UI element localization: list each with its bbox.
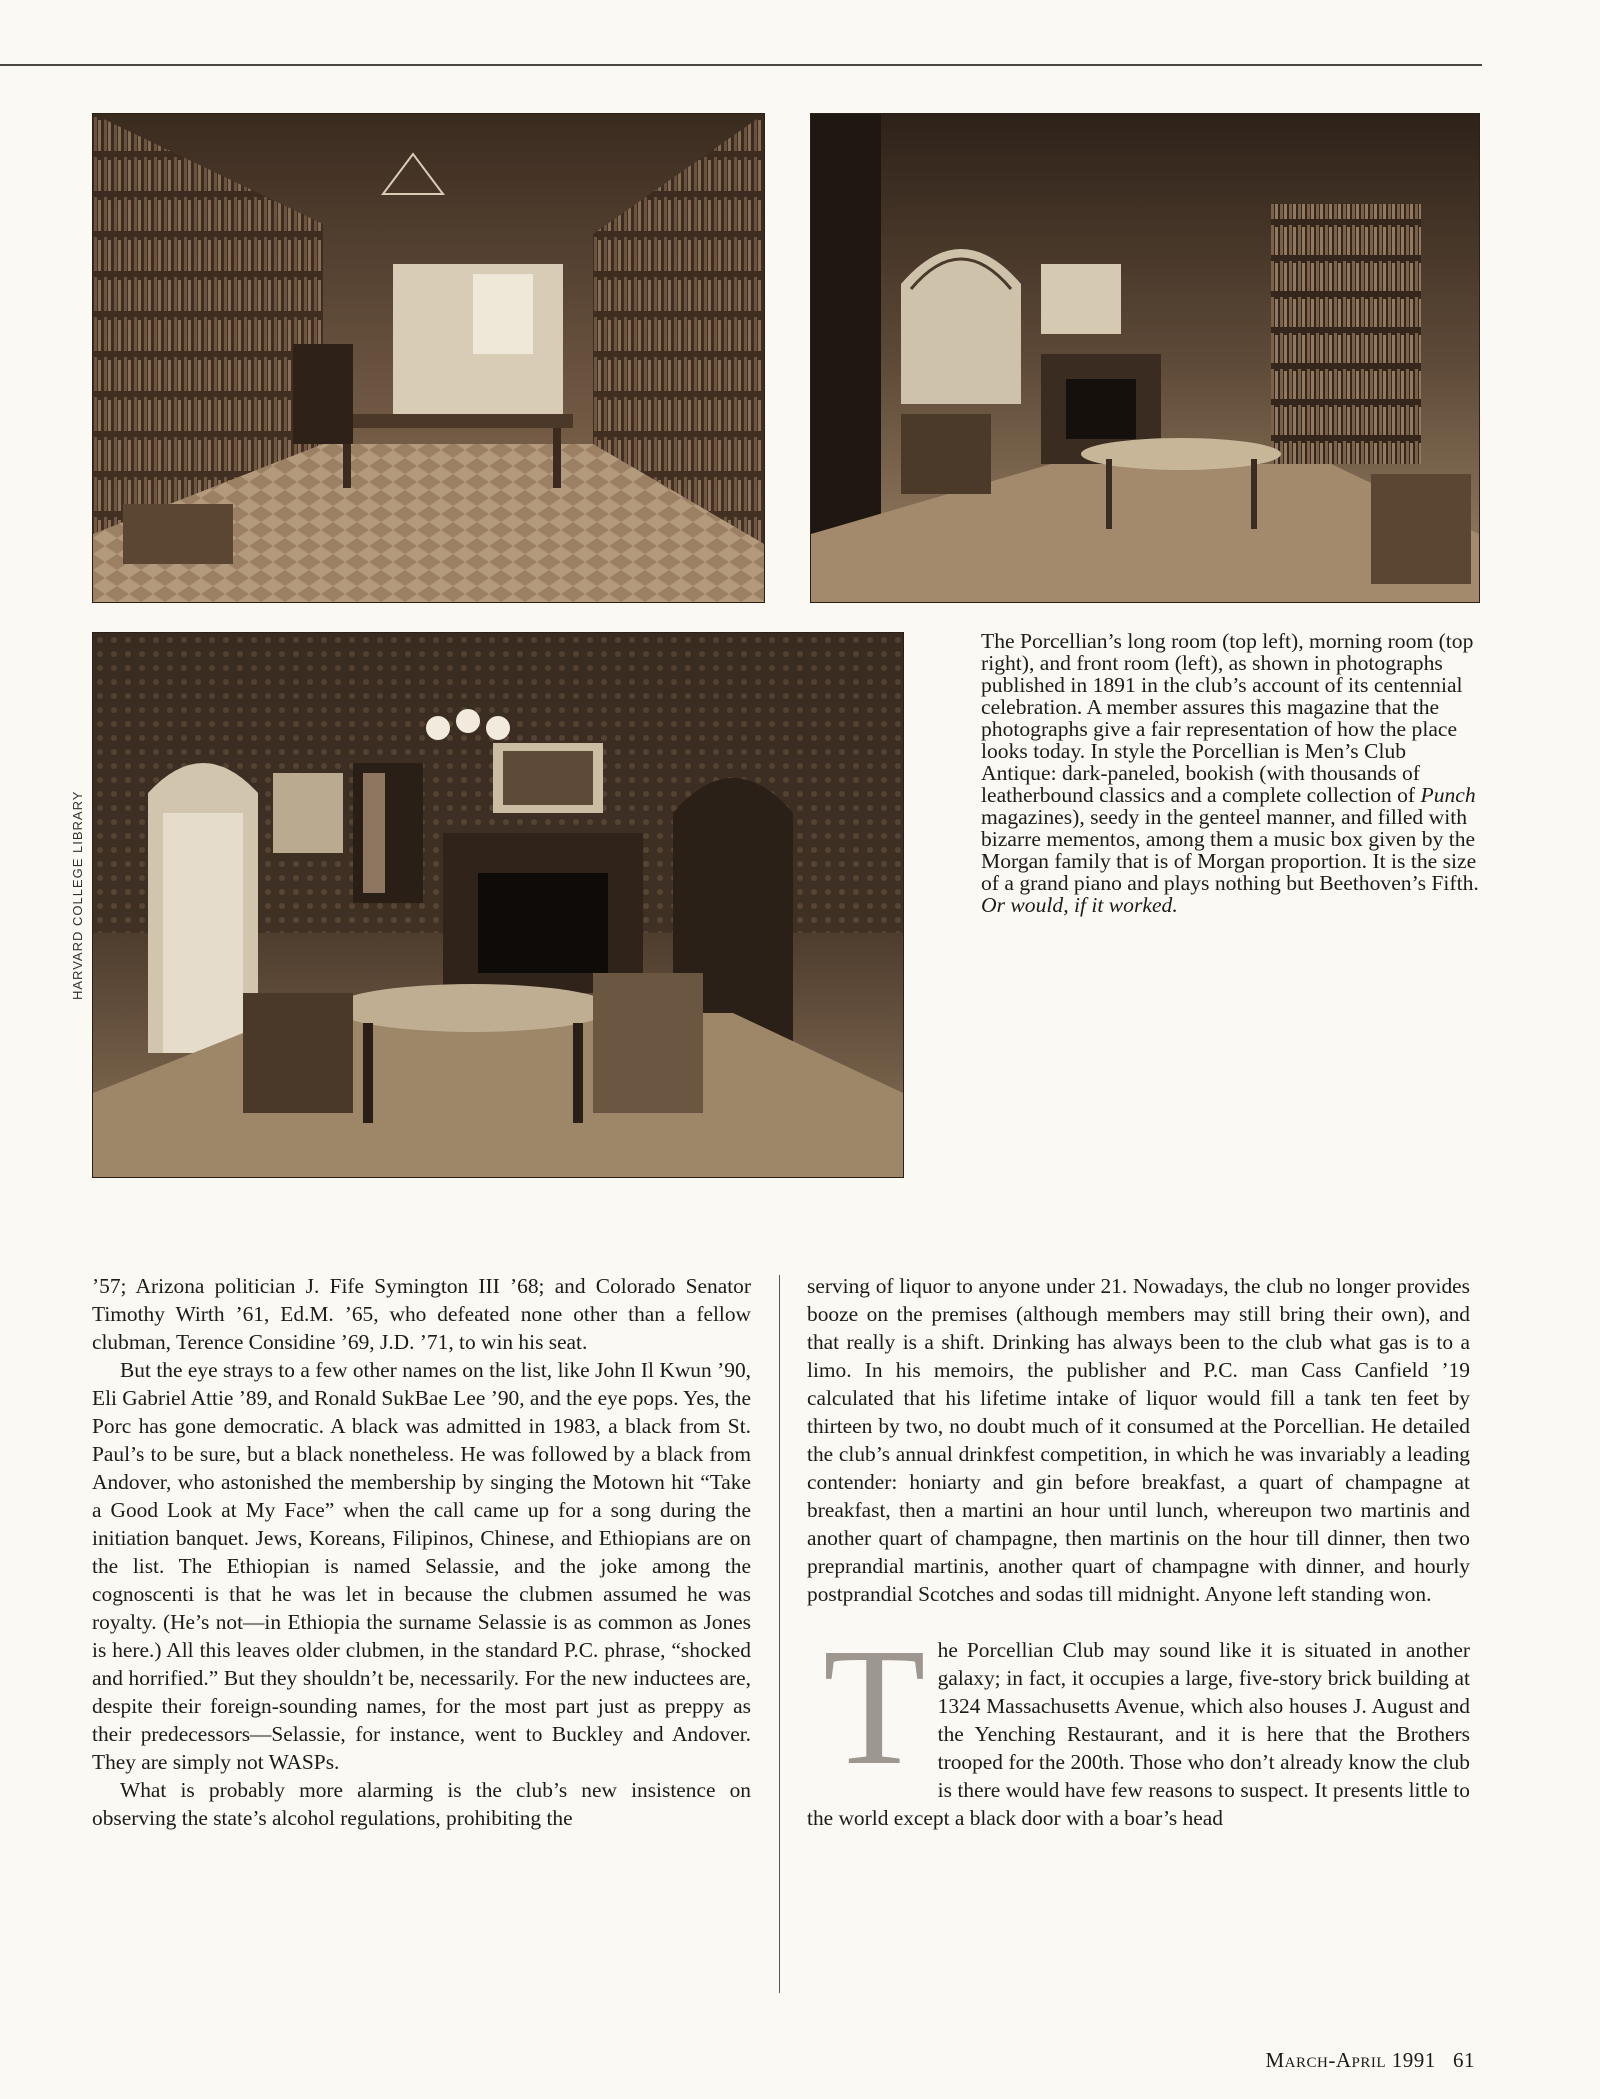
issue-date: March-April 1991 bbox=[1265, 2048, 1436, 2072]
photo-caption: The Porcellian’s long room (top left), morning room (top right), and front room (left), as shown in photographs published in 1891 in the club’s account of its centennial celebration. A member assures this magazine that the photographs give a fair representation of how the place looks today. In style the Porcellian is Men’s Club Antique: dark-paneled, bookish (with thousands of leatherbound classics and a complete collection of Punch magazines), seedy in the genteel manner, and filled with bizarre mementos, among them a music box given by the Morgan family that is of Morgan proportion. It is the size of a grand piano and plays nothing but Beethoven’s Fifth. Or would, if it worked. bbox=[981, 629, 1479, 917]
photo-morning-room bbox=[810, 113, 1480, 603]
article-column-right bbox=[807, 1272, 1470, 1832]
paragraph: serving of liquor to anyone under 21. Nowadays, the club no longer provides booze on the premises (although members may still bring their own), and that really is a shift. Drinking has always been to the club what gas is to a limo. In his memoirs, the publisher and P.C. man Cass Canfield ’19 calculated that his lifetime intake of liquor would fill a tank ten feet by thirteen by two, no doubt much of it consumed at the Porcellian. He detailed the club’s annual drinkfest competition, in which he was invariably a leading contender: honiarty and gin before breakfast, a quart of champagne at breakfast, then a martini an hour until lunch, whereupon two martinis and another quart of champagne, then martinis on the hour till dinner, then two preprandial martinis, another quart of champagne with dinner, and hourly postprandial Scotches and sodas till midnight. Anyone left standing won. bbox=[807, 1274, 1470, 1606]
caption-tail: Or would, if it worked. bbox=[981, 893, 1178, 917]
page-number: 61 bbox=[1453, 2048, 1475, 2072]
page-folio bbox=[1195, 2048, 1475, 2073]
paragraph: What is probably more alarming is the club’s new insistence on observing the state’s alcohol regulations, prohibiting the bbox=[92, 1778, 751, 1830]
top-rule bbox=[0, 64, 1482, 66]
photo-long-room bbox=[92, 113, 765, 603]
article-column-left bbox=[92, 1272, 751, 1832]
drop-cap: T bbox=[823, 1614, 926, 1800]
paragraph: The Porcellian Club may sound like it is situated in another galaxy; in fact, it occupies a large, five-story brick building at 1324 Massachusetts Avenue, which also houses J. August and the Yenching Restaurant, and it is here that the Brothers trooped for the 200th. Those who don’t already know the club is there would have few reasons to suspect. It presents little to the world except a black door with a boar’s head bbox=[807, 1614, 1470, 1830]
punch-title: Punch bbox=[1420, 783, 1476, 807]
paragraph: ’57; Arizona politician J. Fife Symington III ’68; and Colorado Senator Timothy Wirth ’61, Ed.M. ’65, who defeated none other than a fellow clubman, Terence Considine ’69, J.D. ’71, to win his seat. bbox=[92, 1274, 751, 1354]
photo-front-room bbox=[92, 632, 904, 1178]
column-rule bbox=[779, 1275, 780, 1993]
paragraph: But the eye strays to a few other names on the list, like John Il Kwun ’90, Eli Gabriel Attie ’89, and Ronald SukBae Lee ’90, and the eye pops. Yes, the Porc has gone democratic. A black was admitted in 1983, a black from St. Paul’s to be sure, but a black nonetheless. He was followed by a black from Andover, who astonished the membership by singing the Motown hit “Take a Good Look at My Face” when the call came up for a song during the initiation banquet. Jews, Koreans, Filipinos, Chinese, and Ethiopians are on the list. The Ethiopian is named Selassie, and the joke among the cognoscenti is that he was let in because the clubmen assumed he was royalty. (He’s not—in Ethiopia the surname Selassie is as common as Jones is here.) All this leaves older clubmen, in the standard P.C. phrase, “shocked and horrified.” But they shouldn’t be, necessarily. For the new inductees are, despite their foreign-sounding names, for the most part just as preppy as their predecessors—Selassie, for instance, went to Buckley and Andover. They are simply not WASPs. bbox=[92, 1358, 751, 1774]
